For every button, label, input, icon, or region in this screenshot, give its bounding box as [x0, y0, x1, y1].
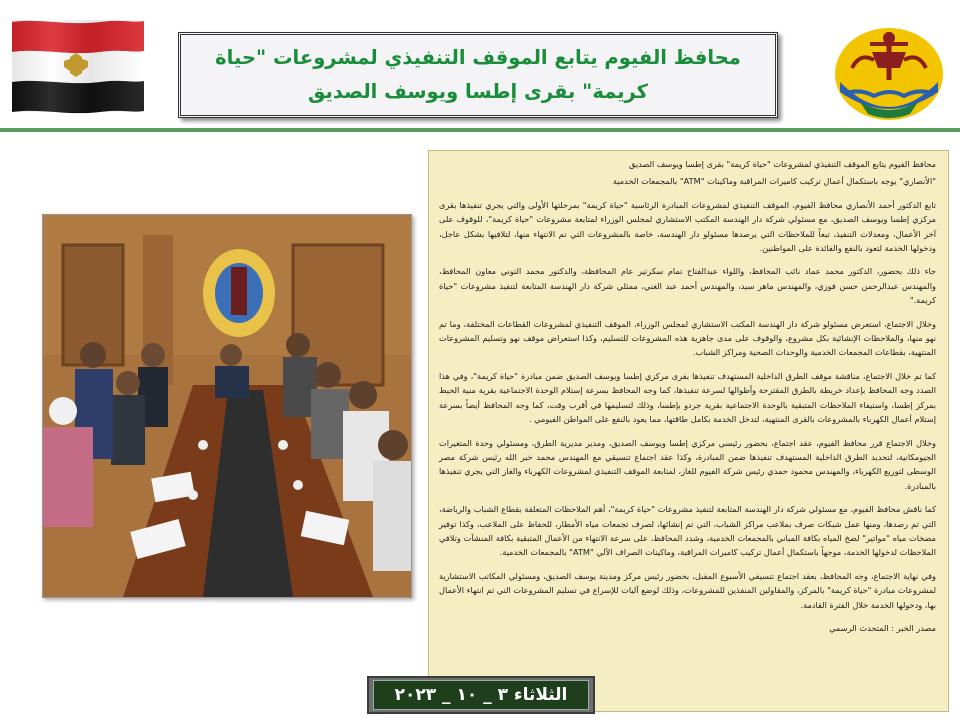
article-body [428, 150, 949, 712]
date-banner [367, 676, 595, 714]
article-paragraph: وفي نهاية الاجتماع، وجه المحافظ، بعقد اجتماع تنسيقي الأسبوع المقبل، بحضور رئيس مركز ومدينة يوسف الصديق، ومسئولي المكاتب الاستشارية لمشروعات مبادرة "حياة كريمة" بالمركز، والمقاولين المنفذين للمشروعات، وذلك لوضع آليات للإسراع في تسليم المشروعات التي تم انتهاء الأعمال بها، ودخولها الخدمة خلال الفترة القادمة. [439, 570, 936, 610]
meeting-photo [42, 214, 412, 598]
article-paragraph: جاء ذلك بحضور، الدكتور محمد عماد نائب المحافظ، واللواء عبدالفتاح تمام سكرتير عام المحافظة، والدكتور محمد التوني معاون المحافظ، والمهندس عبدالرحمن حسن فوزي، والمهندس ماهر سيد، والمهندس أحمد عبد الغني، ممثلي شركة دار الهندسة المتابعة لتنفيذ مشروعات "حياة كريمة." [439, 266, 936, 306]
article-lead-2: "الأنصاري" يوجه باستكمال أعمال تركيب كاميرات المراقبة وماكينات "ATM" بالمجمعات الخدمية [612, 176, 936, 187]
article-paragraph: وخلال الاجتماع، استعرض مسئولو شركة دار الهندسة المكتب الاستشاري لمجلس الوزراء، الموقف التنفيذي لمشروعات القطاعات المختلفة، وما تم نهو منها، والملاحظات الإنشائية بكل مشروع، والوقوف على مدى جاهزية هذه المشروعات للتسليم، وكذا استعراض موقف نهو وتسليم المشروعات المنتهية، بقطاعات المجمعات الخدمية والوحدات الصحية ومراكز الشباب. [439, 318, 936, 358]
date-text: الثلاثاء ٣ _ ١٠ _ ٢٠٢٣ [394, 685, 568, 705]
header-divider [0, 128, 960, 132]
article-title: محافظ الفيوم يتابع الموقف التنفيذي لمشروعات "حياة كريمة" بقرى إطسا ويوسف الصديق [215, 46, 741, 103]
article-paragraph: كما ناقش محافظ الفيوم، مع مسئولي شركة دار الهندسة المتابعة لتنفيذ مشروعات "حياة كريمة"، أهم الملاحظات المتعلقة بقطاع الشباب والرياضة، التي تم رصدها، ومنها عمل شبكات صرف بملاعب مراكز الشباب، التي تم إنشائها، لصرف تجمعات مياه الأمطار، للحفاظ على الملاعب، وكذا توفير مضخات مياه "مواتير" لضخ المياه بكافة المباني بالمجمعات الخدمية، وشدد المحافظ، على سرعة الانتهاء من الأعمال المتبقية بكافة المنشآت وتلافي الملاحظات لدخولها الخدمة، موجهاً باستكمال أعمال تركيب كاميرات المراقبة، وماكينات الصراف الآلي "ATM" بالمجمعات الخدمية. [439, 504, 936, 558]
article-paragraph: تابع الدكتور أحمد الأنصاري محافظ الفيوم، الموقف التنفيذي لمشروعات المبادرة الرئاسية "حياة كريمة" بمرحلتها الأولى والتي يجري تنفيذها بقرى مركزي إطسا ويوسف الصديق، مع مسئولي شركة دار الهندسة المكتب الاستشاري لمجلس الوزراء لمتابعة مشروعات "حياة كريمة"، للوقوف على آخر الأعمال، ومعدلات التنفيذ، تبعاً للملاحظات التي يرصدها مسئولو دار الهندسة، خاصة بالمشروعات التي تم الانتهاء منها، لتلافيها بشكل عاجل، ودخولها الخدمة لتعود بالنفع والفائدة على المواطنين. [439, 199, 936, 254]
article-title-box [178, 32, 778, 118]
fayoum-governorate-logo [830, 22, 948, 122]
article-paragraph: وخلال الاجتماع قرر محافظ الفيوم، عقد اجتماع، بحضور رئيسي مركزي إطسا ويوسف الصديق، ومدير مديرية الطرق، ومسئولي وحدة المتغيرات الجيومكانية، لتحديد الطرق الداخلية المستهدف تنفيذها ضمن المبادرة، وكذا عقد اجتماع تنسيقي مع المهندس محمد خير الله رئيس شركة مصر الوسطى لتوزيع الكهرباء، والمهندس محمود حمدي رئيس شركة الفيوم للغاز، لمتابعة الموقف التنفيذي لمشروعات الكهرباء والغاز التي يجري تنفيذها بالمبادرة. [439, 437, 936, 491]
date-banner-inner [373, 680, 589, 710]
egypt-flag-icon [10, 18, 146, 114]
article-source: مصدر الخبر : المتحدث الرسمي [829, 622, 936, 633]
article-paragraph: كما تم خلال الاجتماع، مناقشة موقف الطرق الداخلية المستهدف تنفيذها بقرى مركزي إطسا ويوسف الصديق ضمن مبادرة "حياة كريمة"، وفي هذا الصدد وجه المحافظ بإعداد خريطة بالطرق المقترحة وأطوالها لسرعة تنفيذها، كما وجه المحافظ بسرعة إستلام الوحدة الاجتماعية بقرية منية الحيط بمركز إطسا، واستيفاء الملاحظات المتبقية بالوحدة الاجتماعية بقرية جردو بإطسا، وذلك لتسليمها في أقرب وقت، كما وجه المحافظ أيضاً بسرعة إستلام أعمال الكهرباء بالمشروعات بالقرى المنتهية، لتدخل الخدمة بكامل طاقتها، مما يعود بالنفع على المواطن الفيومي . [439, 370, 936, 425]
article-lead-1: محافظ الفيوم يتابع الموقف التنفيذي لمشروعات "حياة كريمة" بقرى إطسا ويوسف الصديق [629, 159, 936, 169]
